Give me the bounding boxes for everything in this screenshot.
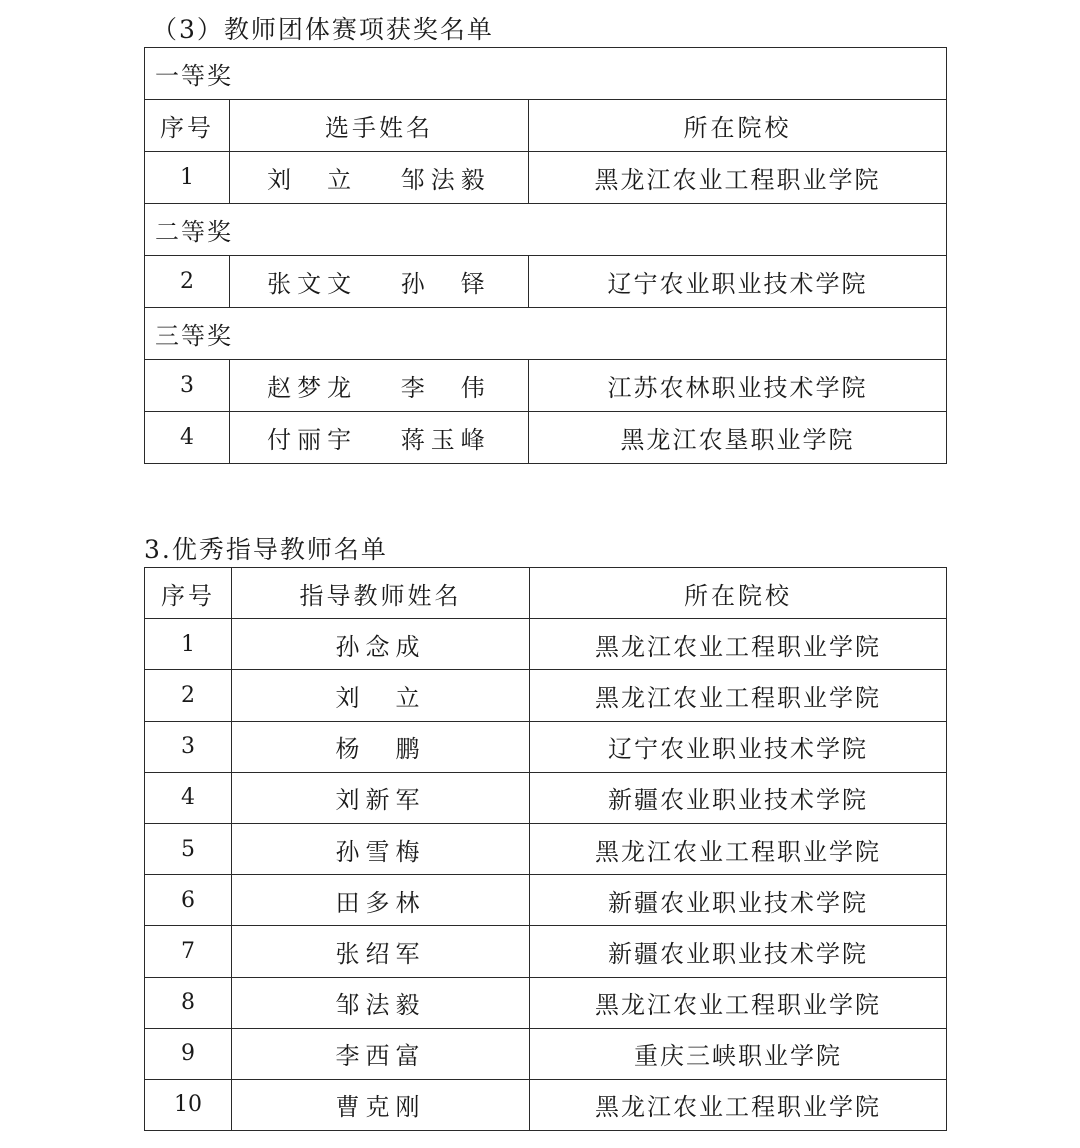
third-prize-row xyxy=(145,308,947,360)
row-name: 孙念成 xyxy=(232,619,530,670)
table-row xyxy=(145,152,947,204)
second-prize-row xyxy=(145,204,947,256)
row-school: 辽宁农业职业技术学院 xyxy=(529,256,947,308)
advisor-table xyxy=(144,567,947,1131)
row-school: 黑龙江农业工程职业学院 xyxy=(530,823,947,874)
row-school: 黑龙江农业工程职业学院 xyxy=(530,977,947,1028)
team-awards-table xyxy=(144,47,947,464)
table-row xyxy=(145,977,947,1028)
header-name: 选手姓名 xyxy=(230,100,529,152)
row-school: 新疆农业职业技术学院 xyxy=(530,875,947,926)
row-name: 张绍军 xyxy=(232,926,530,977)
row-school: 黑龙江农业工程职业学院 xyxy=(530,1079,947,1130)
row-school: 黑龙江农业工程职业学院 xyxy=(529,152,947,204)
table-row xyxy=(145,823,947,874)
row-school: 黑龙江农垦职业学院 xyxy=(529,412,947,464)
row-index: 2 xyxy=(145,256,230,308)
row-school: 黑龙江农业工程职业学院 xyxy=(530,670,947,721)
first-prize-row xyxy=(145,48,947,100)
header-name: 指导教师姓名 xyxy=(232,568,530,619)
advisor-list-heading: 3.优秀指导教师名单 xyxy=(144,535,388,564)
header-index: 序号 xyxy=(145,568,232,619)
row-name: 田多林 xyxy=(232,875,530,926)
row-name: 张文文 孙 铎 xyxy=(230,256,529,308)
row-index: 5 xyxy=(145,823,232,874)
row-name: 杨 鹏 xyxy=(232,721,530,772)
table-row xyxy=(145,360,947,412)
table-row xyxy=(145,670,947,721)
row-name: 付丽宇 蒋玉峰 xyxy=(230,412,529,464)
table-row xyxy=(145,1028,947,1079)
row-name: 曹克刚 xyxy=(232,1079,530,1130)
row-name: 刘 立 xyxy=(232,670,530,721)
row-index: 2 xyxy=(145,670,232,721)
table-row xyxy=(145,772,947,823)
row-index: 1 xyxy=(145,619,232,670)
row-school: 重庆三峡职业学院 xyxy=(530,1028,947,1079)
row-school: 江苏农林职业技术学院 xyxy=(529,360,947,412)
row-name: 刘 立 邹法毅 xyxy=(230,152,529,204)
row-name: 刘新军 xyxy=(232,772,530,823)
row-index: 4 xyxy=(145,772,232,823)
table-row xyxy=(145,875,947,926)
row-index: 3 xyxy=(145,721,232,772)
row-school: 新疆农业职业技术学院 xyxy=(530,926,947,977)
row-name: 李西富 xyxy=(232,1028,530,1079)
first-prize-label: 一等奖 xyxy=(145,48,947,100)
header-school: 所在院校 xyxy=(529,100,947,152)
row-school: 黑龙江农业工程职业学院 xyxy=(530,619,947,670)
table-row xyxy=(145,256,947,308)
header-index: 序号 xyxy=(145,100,230,152)
row-school: 新疆农业职业技术学院 xyxy=(530,772,947,823)
row-index: 3 xyxy=(145,360,230,412)
table-row xyxy=(145,1079,947,1130)
row-index: 1 xyxy=(145,152,230,204)
table-row xyxy=(145,721,947,772)
row-name: 孙雪梅 xyxy=(232,823,530,874)
row-index: 4 xyxy=(145,412,230,464)
row-index: 6 xyxy=(145,875,232,926)
second-prize-label: 二等奖 xyxy=(145,204,947,256)
row-name: 赵梦龙 李 伟 xyxy=(230,360,529,412)
row-name: 邹法毅 xyxy=(232,977,530,1028)
table-row xyxy=(145,926,947,977)
row-index: 7 xyxy=(145,926,232,977)
row-index: 8 xyxy=(145,977,232,1028)
table-header-row xyxy=(145,100,947,152)
row-school: 辽宁农业职业技术学院 xyxy=(530,721,947,772)
table-header-row xyxy=(145,568,947,619)
row-index: 10 xyxy=(145,1079,232,1130)
third-prize-label: 三等奖 xyxy=(145,308,947,360)
row-index: 9 xyxy=(145,1028,232,1079)
header-school: 所在院校 xyxy=(530,568,947,619)
team-awards-heading: （3）教师团体赛项获奖名单 xyxy=(152,15,494,44)
table-row xyxy=(145,619,947,670)
table-row xyxy=(145,412,947,464)
